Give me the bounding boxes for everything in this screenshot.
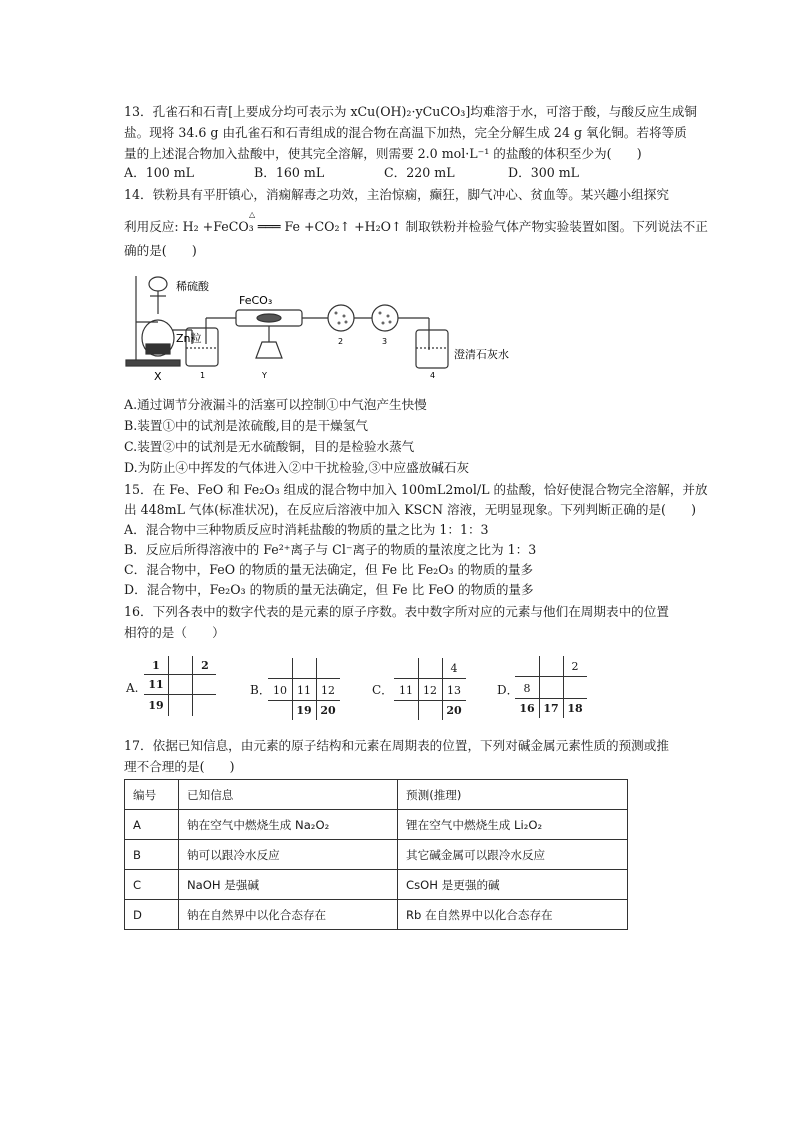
q14-option-c: C.装置②中的试剂是无水硫酸铜，目的是检验水蒸气	[124, 439, 415, 454]
q13-options	[124, 164, 579, 182]
label-y: Y	[262, 371, 267, 380]
table-cell: NaOH 是强碱	[179, 870, 398, 900]
q15-option-c: C．混合物中，FeO 的物质的量无法确定，但 Fe 比 Fe₂O₃ 的物质的量多	[124, 562, 534, 577]
table-row	[125, 840, 628, 870]
q16-b-cell: 11	[297, 684, 311, 697]
q16-c-cell: 12	[423, 684, 437, 697]
label-limewater: 澄清石灰水	[454, 348, 509, 361]
q16-table-a	[144, 656, 216, 716]
q16-b-cell: 20	[320, 704, 336, 717]
q13-line-1: 13．孔雀石和石青[上要成分均可表示为 xCu(OH)₂·yCuCO₃]均难溶于水，可溶于酸，与酸反应生成铜	[124, 104, 697, 119]
label-n3: 3	[382, 337, 388, 346]
q17-line-1: 17．依据已知信息，由元素的原子结构和元素在周期表的位置，下列对碱金属元素性质的预测或推	[124, 738, 669, 753]
q16-a-cell: 19	[148, 699, 164, 712]
table-cell: 钠在自然界中以化合态存在	[179, 900, 398, 930]
q14-option-b: B.装置①中的试剂是浓硫酸,目的是干燥氢气	[124, 418, 368, 433]
q14-option-a: A.通过调节分液漏斗的活塞可以控制①中气泡产生快慢	[124, 397, 427, 412]
table-row	[125, 900, 628, 930]
q16-d-label: D．	[497, 683, 519, 697]
label-dilute-acid: 稀硫酸	[176, 280, 209, 293]
q16-b-cell: 12	[321, 684, 335, 697]
q14-line-3: 确的是( )	[124, 243, 197, 258]
q16-line-1: 16．下列各表中的数字代表的是元素的原子序数。表中数字所对应的元素与他们在周期表中的位置	[124, 604, 669, 619]
table-cell: A	[125, 810, 179, 840]
table-header-cell: 预测(推理)	[398, 780, 628, 810]
q13-option-d: D．300 mL	[508, 165, 580, 180]
q16-d-cell: 18	[567, 702, 583, 715]
table-header-row	[125, 780, 628, 810]
table-header-cell: 编号	[125, 780, 179, 810]
q16-line-2: 相符的是（ ）	[124, 625, 225, 640]
q16-table-c	[394, 658, 466, 720]
table-cell: 其它碱金属可以跟冷水反应	[398, 840, 628, 870]
q16-a-cell: 11	[148, 678, 164, 691]
q16-d-cell: 17	[543, 702, 559, 715]
q16-c-label: C．	[372, 683, 394, 697]
q16-table-b	[268, 658, 340, 720]
q15-option-b: B．反应后所得溶液中的 Fe²⁺离子与 Cl⁻离子的物质的量浓度之比为 1：3	[124, 542, 537, 557]
q13-option-b: B．160 mL	[254, 165, 325, 180]
label-x: X	[154, 370, 162, 383]
table-cell: CsOH 是更强的碱	[398, 870, 628, 900]
q16-c-cell: 13	[447, 684, 461, 697]
q17-table	[124, 779, 628, 930]
q15-line-2: 出 448mL 气体(标准状况)，在反应后溶液中加入 KSCN 溶液，无明显现象。下列判断正确的是( )	[124, 502, 697, 517]
q16-d-cell: 8	[523, 682, 531, 695]
q16-b-cell: 19	[296, 704, 312, 717]
q13-line-2: 盐。现将 34.6 g 由孔雀石和石青组成的混合物在高温下加热，完全分解生成 24 g 氧化铜。若将等质	[124, 125, 687, 140]
apparatus-diagram	[124, 268, 509, 384]
q16-b-label: B．	[250, 683, 271, 697]
label-n2: 2	[338, 337, 344, 346]
label-feco3: FeCO₃	[239, 294, 273, 307]
q16-d-cell: 16	[519, 702, 535, 715]
q16-c-cell: 20	[446, 704, 462, 717]
table-cell: 锂在空气中燃烧生成 Li₂O₂	[398, 810, 628, 840]
q15-option-d: D．混合物中，Fe₂O₃ 的物质的量无法确定，但 Fe 比 FeO 的物质的量多	[124, 582, 534, 597]
table-header-cell: 已知信息	[179, 780, 398, 810]
q14-line-1: 14．铁粉具有平肝镇心，消痫解毒之功效，主治惊痫，癫狂，脚气冲心、贫血等。某兴趣小组探究	[124, 187, 669, 202]
q13-option-a: A．100 mL	[124, 165, 195, 180]
q16-b-cell: 10	[273, 684, 287, 697]
q13-option-c: C．220 mL	[384, 165, 455, 180]
table-cell: Rb 在自然界中以化合态存在	[398, 900, 628, 930]
label-zn: Zn粒	[176, 332, 202, 345]
q15-option-a: A．混合物中三种物质反应时消耗盐酸的物质的量之比为 1：1：3	[124, 522, 489, 537]
table-cell: C	[125, 870, 179, 900]
q16-a-cell: 1	[152, 659, 160, 672]
q16-a-cell: 2	[201, 659, 209, 672]
table-row	[125, 810, 628, 840]
table-cell: 钠在空气中燃烧生成 Na₂O₂	[179, 810, 398, 840]
q16-c-cell: 11	[399, 684, 413, 697]
label-n4: 4	[430, 371, 436, 380]
q16-table-d	[515, 656, 587, 718]
q16-d-cell: 2	[571, 660, 579, 673]
table-row	[125, 870, 628, 900]
table-cell: D	[125, 900, 179, 930]
q13-line-3: 量的上述混合物加入盐酸中，使其完全溶解，则需要 2.0 mol·L⁻¹ 的盐酸的体积至少为( )	[124, 146, 642, 161]
q14-line-2: 利用反应: H₂ +FeCO₃ ═══ Fe +CO₂↑ +H₂O↑ 制取铁粉并检验气体产物实验装置如图。下列说法不正	[124, 219, 708, 234]
q16-a-label: A.	[126, 681, 139, 695]
label-n1: 1	[200, 371, 206, 380]
q15-line-1: 15．在 Fe、FeO 和 Fe₂O₃ 组成的混合物中加入 100mL2mol/L 的盐酸，恰好使混合物完全溶解，并放	[124, 482, 708, 497]
q17-line-2: 理不合理的是( )	[124, 759, 235, 774]
q14-option-d: D.为防止④中挥发的气体进入②中干扰检验,③中应盛放碱石灰	[124, 460, 470, 475]
heat-symbol: △	[249, 210, 256, 219]
q16-c-cell: 4	[450, 662, 458, 675]
table-cell: B	[125, 840, 179, 870]
table-cell: 钠可以跟冷水反应	[179, 840, 398, 870]
